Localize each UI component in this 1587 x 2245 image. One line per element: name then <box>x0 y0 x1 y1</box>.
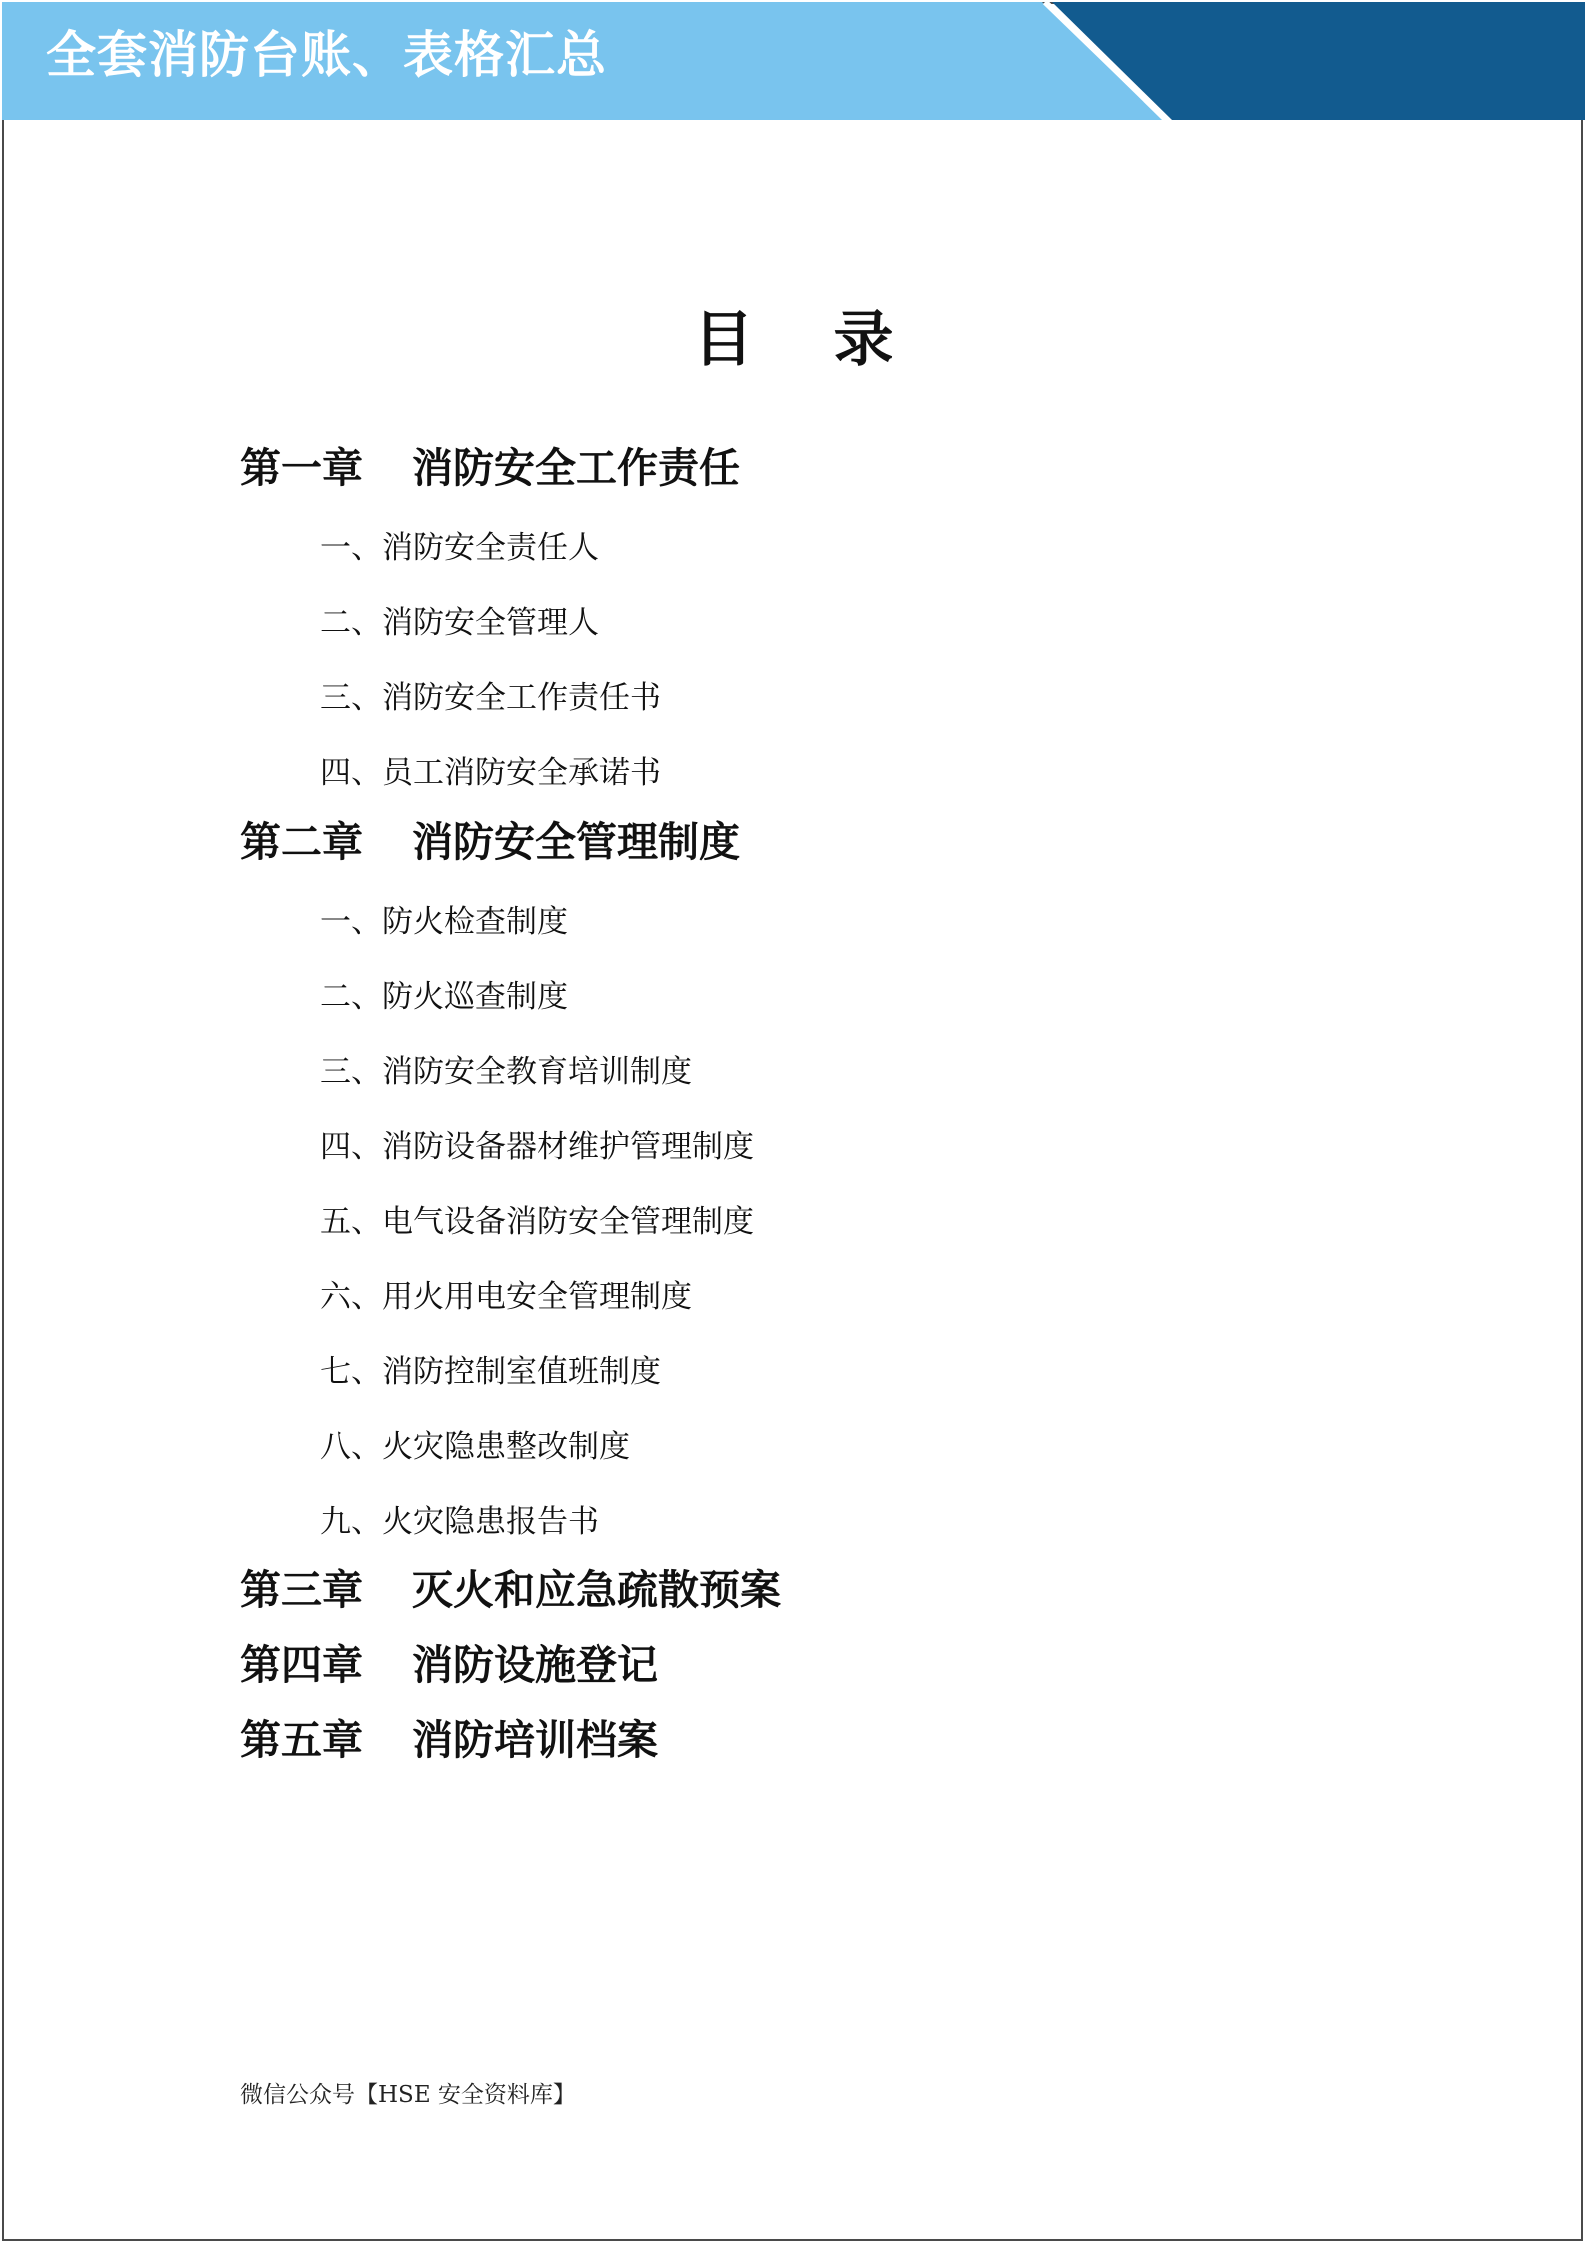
chapter-title: 消防安全工作责任 <box>412 444 740 492</box>
chapter-title: 消防安全管理制度 <box>412 818 740 866</box>
toc-item: 八、火灾隐患整改制度 <box>320 1429 630 1465</box>
toc-item: 一、消防安全责任人 <box>320 530 599 566</box>
chapter-number: 第二章 <box>240 818 363 866</box>
chapter-number: 第五章 <box>240 1716 363 1764</box>
chapter-title: 消防培训档案 <box>412 1716 658 1764</box>
toc-item: 三、消防安全教育培训制度 <box>320 1054 692 1090</box>
chapter-number: 第三章 <box>240 1566 363 1614</box>
toc-item: 七、消防控制室值班制度 <box>320 1354 661 1390</box>
toc-item: 一、防火检查制度 <box>320 904 568 940</box>
footer-source-note: 微信公众号【HSE 安全资料库】 <box>240 2082 576 2108</box>
toc-item: 三、消防安全工作责任书 <box>320 680 661 716</box>
toc-chapter <box>240 1566 781 1614</box>
toc-item: 二、消防安全管理人 <box>320 605 599 641</box>
toc-chapter <box>240 1716 658 1764</box>
chapter-title: 消防设施登记 <box>412 1641 658 1689</box>
toc-item: 五、电气设备消防安全管理制度 <box>320 1204 754 1240</box>
toc-item: 九、火灾隐患报告书 <box>320 1504 599 1540</box>
toc-chapter <box>240 818 740 866</box>
header-title: 全套消防台账、表格汇总 <box>46 26 607 84</box>
chapter-number: 第四章 <box>240 1641 363 1689</box>
toc-item: 二、防火巡查制度 <box>320 979 568 1015</box>
toc-title: 目录 <box>693 305 974 375</box>
toc-chapter <box>240 444 740 492</box>
toc-item: 四、消防设备器材维护管理制度 <box>320 1129 754 1165</box>
chapter-number: 第一章 <box>240 444 363 492</box>
toc-item: 四、员工消防安全承诺书 <box>320 755 661 791</box>
chapter-title: 灭火和应急疏散预案 <box>412 1566 781 1614</box>
toc-chapter <box>240 1641 658 1689</box>
toc-item: 六、用火用电安全管理制度 <box>320 1279 692 1315</box>
